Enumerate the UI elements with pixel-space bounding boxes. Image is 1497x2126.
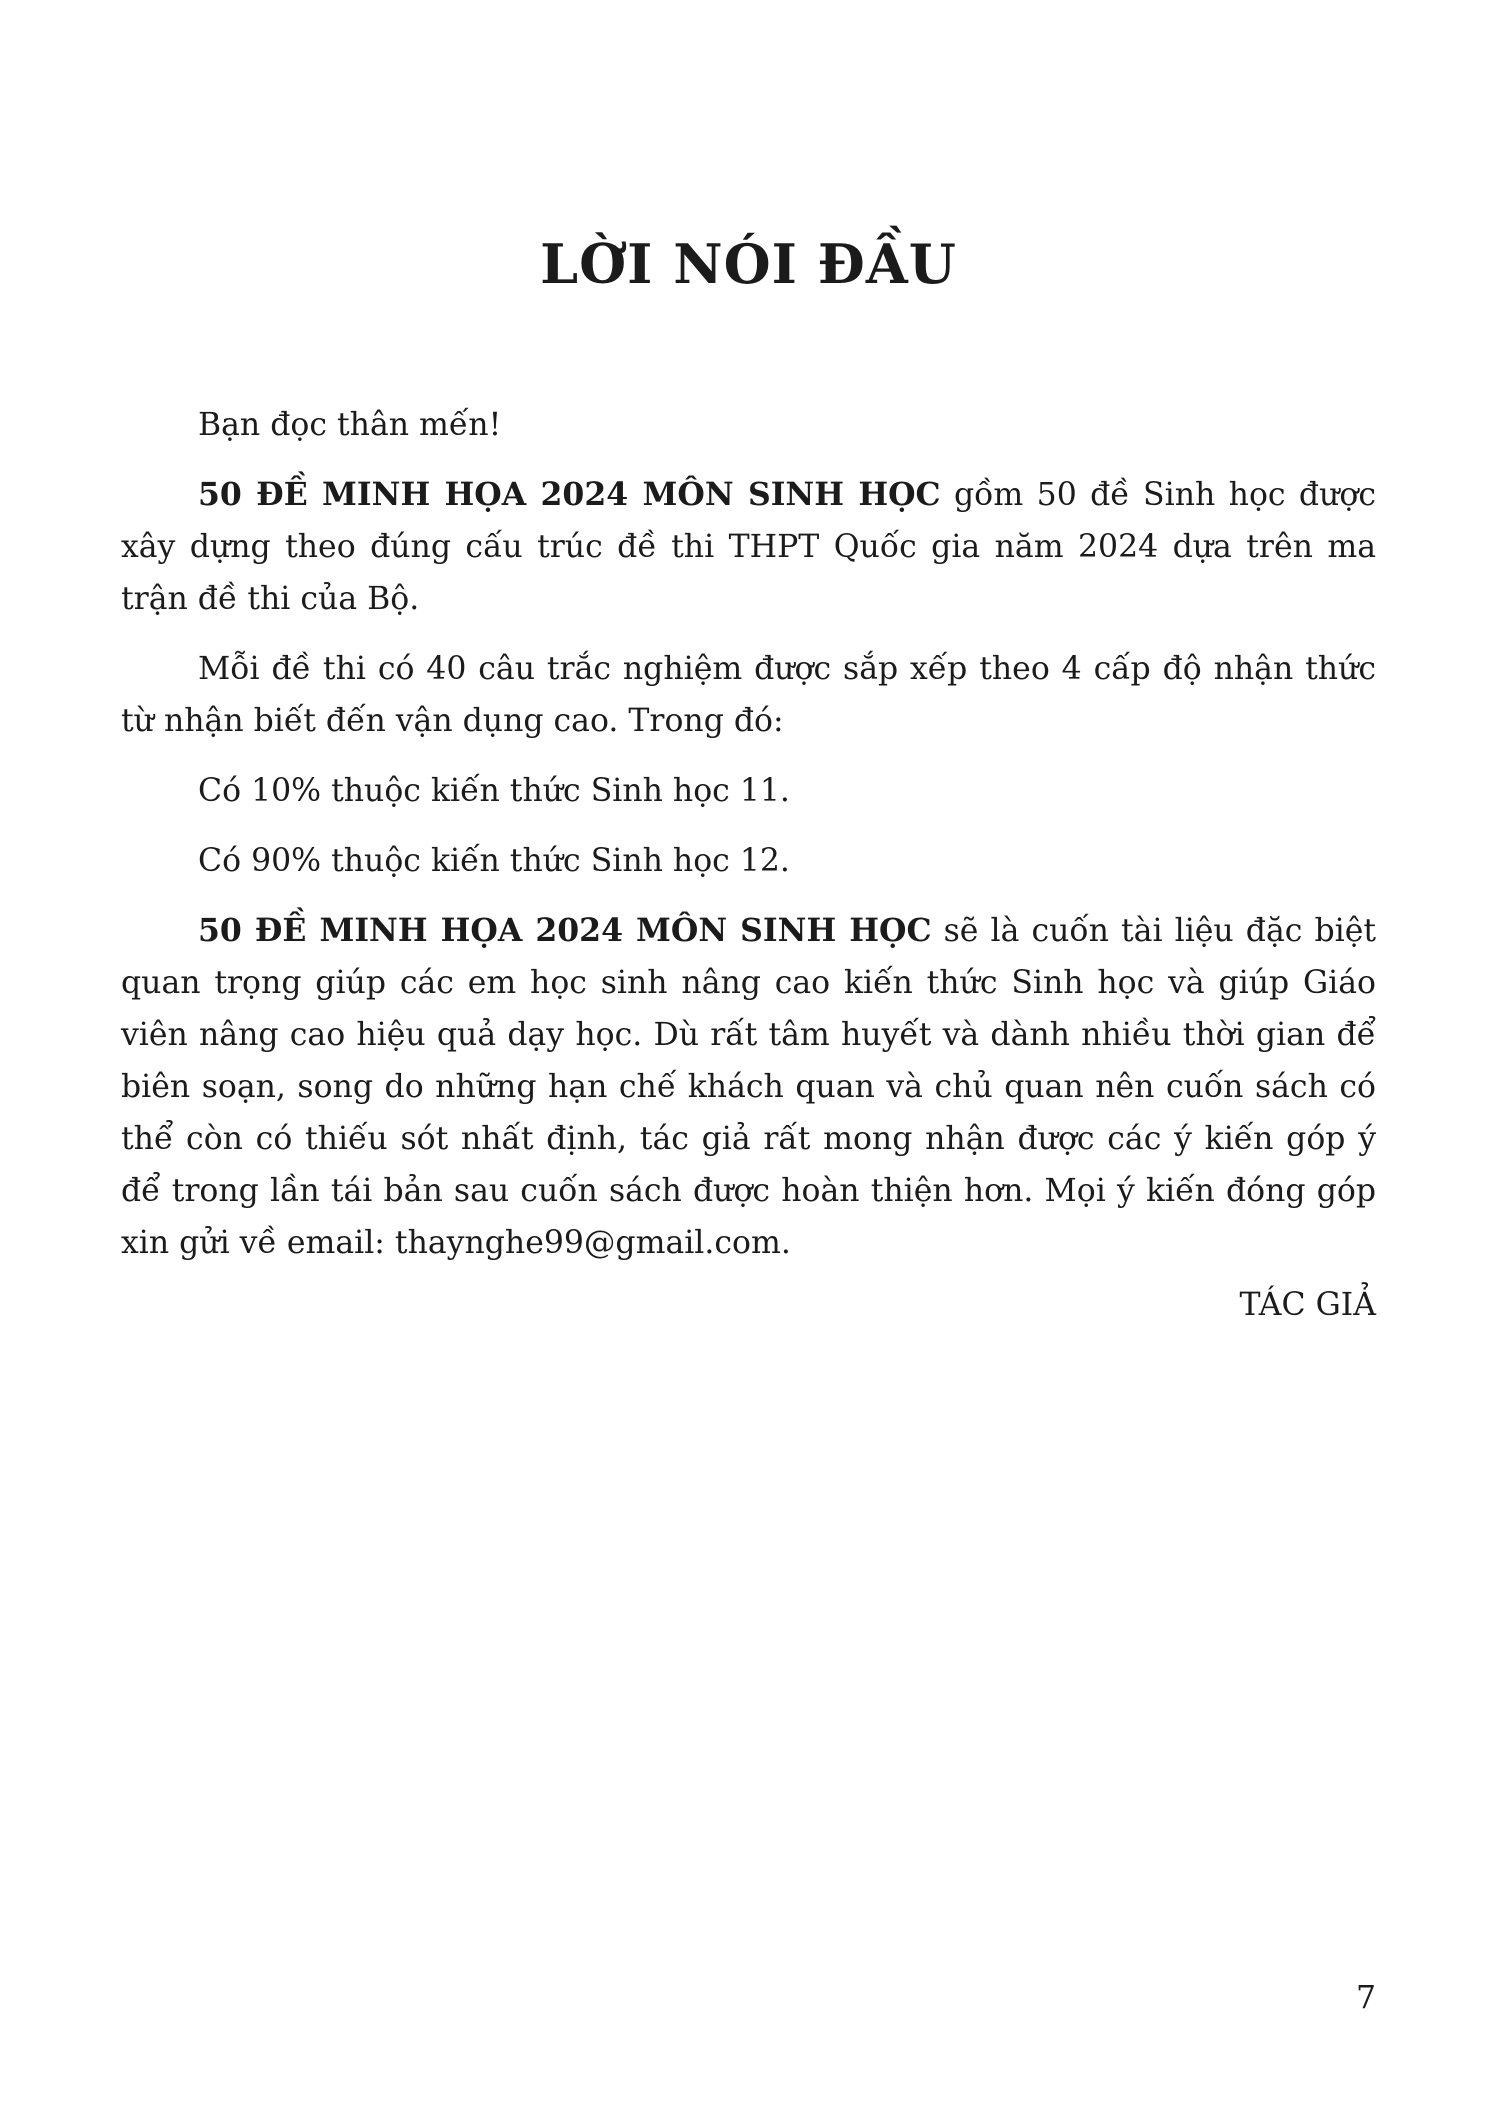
page-title: LỜI NÓI ĐẦU bbox=[540, 232, 957, 296]
percentage-item-11: Có 10% thuộc kiến thức Sinh học 11. bbox=[198, 773, 790, 809]
book-title-bold: 50 ĐỀ MINH HỌA 2024 MÔN SINH HỌC bbox=[198, 476, 941, 513]
greeting-paragraph: Bạn đọc thân mến! bbox=[198, 407, 502, 443]
structure-paragraph: Mỗi đề thi có 40 câu trắc nghiệm được sắp xếp theo 4 cấp độ nhận thức từ nhận biết đến vận dụng cao. Trong đó: bbox=[121, 651, 1376, 739]
intro-text: gồm 50 đề Sinh học được xây dựng theo đúng cấu trúc đề thi THPT Quốc gia năm 2024 dựa trên ma trận đề thi của Bộ. bbox=[121, 477, 1376, 617]
closing-text: sẽ là cuốn tài liệu đặc biệt quan trọng giúp các em học sinh nâng cao kiến thức Sinh học và giúp Giáo viên nâng cao hiệu quả dạy học. Dù rất tâm huyết và dành nhiều thời gian để biên soạn, song do những hạn chế khách quan và chủ quan nên cuốn sách có thể còn có thiếu sót nhất định, tác giả rất mong nhận được các ý kiến góp ý để trong lần tái bản sau cuốn sách được hoàn thiện hơn. Mọi ý kiến đóng góp xin gửi về email: thaynghe99@gmail.com. bbox=[121, 913, 1376, 1261]
page-number: 7 bbox=[1355, 1980, 1376, 2016]
percentage-item-12: Có 90% thuộc kiến thức Sinh học 12. bbox=[198, 843, 790, 879]
author-signature: TÁC GIẢ bbox=[1239, 1287, 1376, 1323]
book-title-bold: 50 ĐỀ MINH HỌA 2024 MÔN SINH HỌC bbox=[198, 912, 932, 949]
intro-paragraph bbox=[121, 469, 1376, 625]
closing-paragraph bbox=[121, 905, 1376, 1269]
document-body bbox=[121, 399, 1376, 1287]
